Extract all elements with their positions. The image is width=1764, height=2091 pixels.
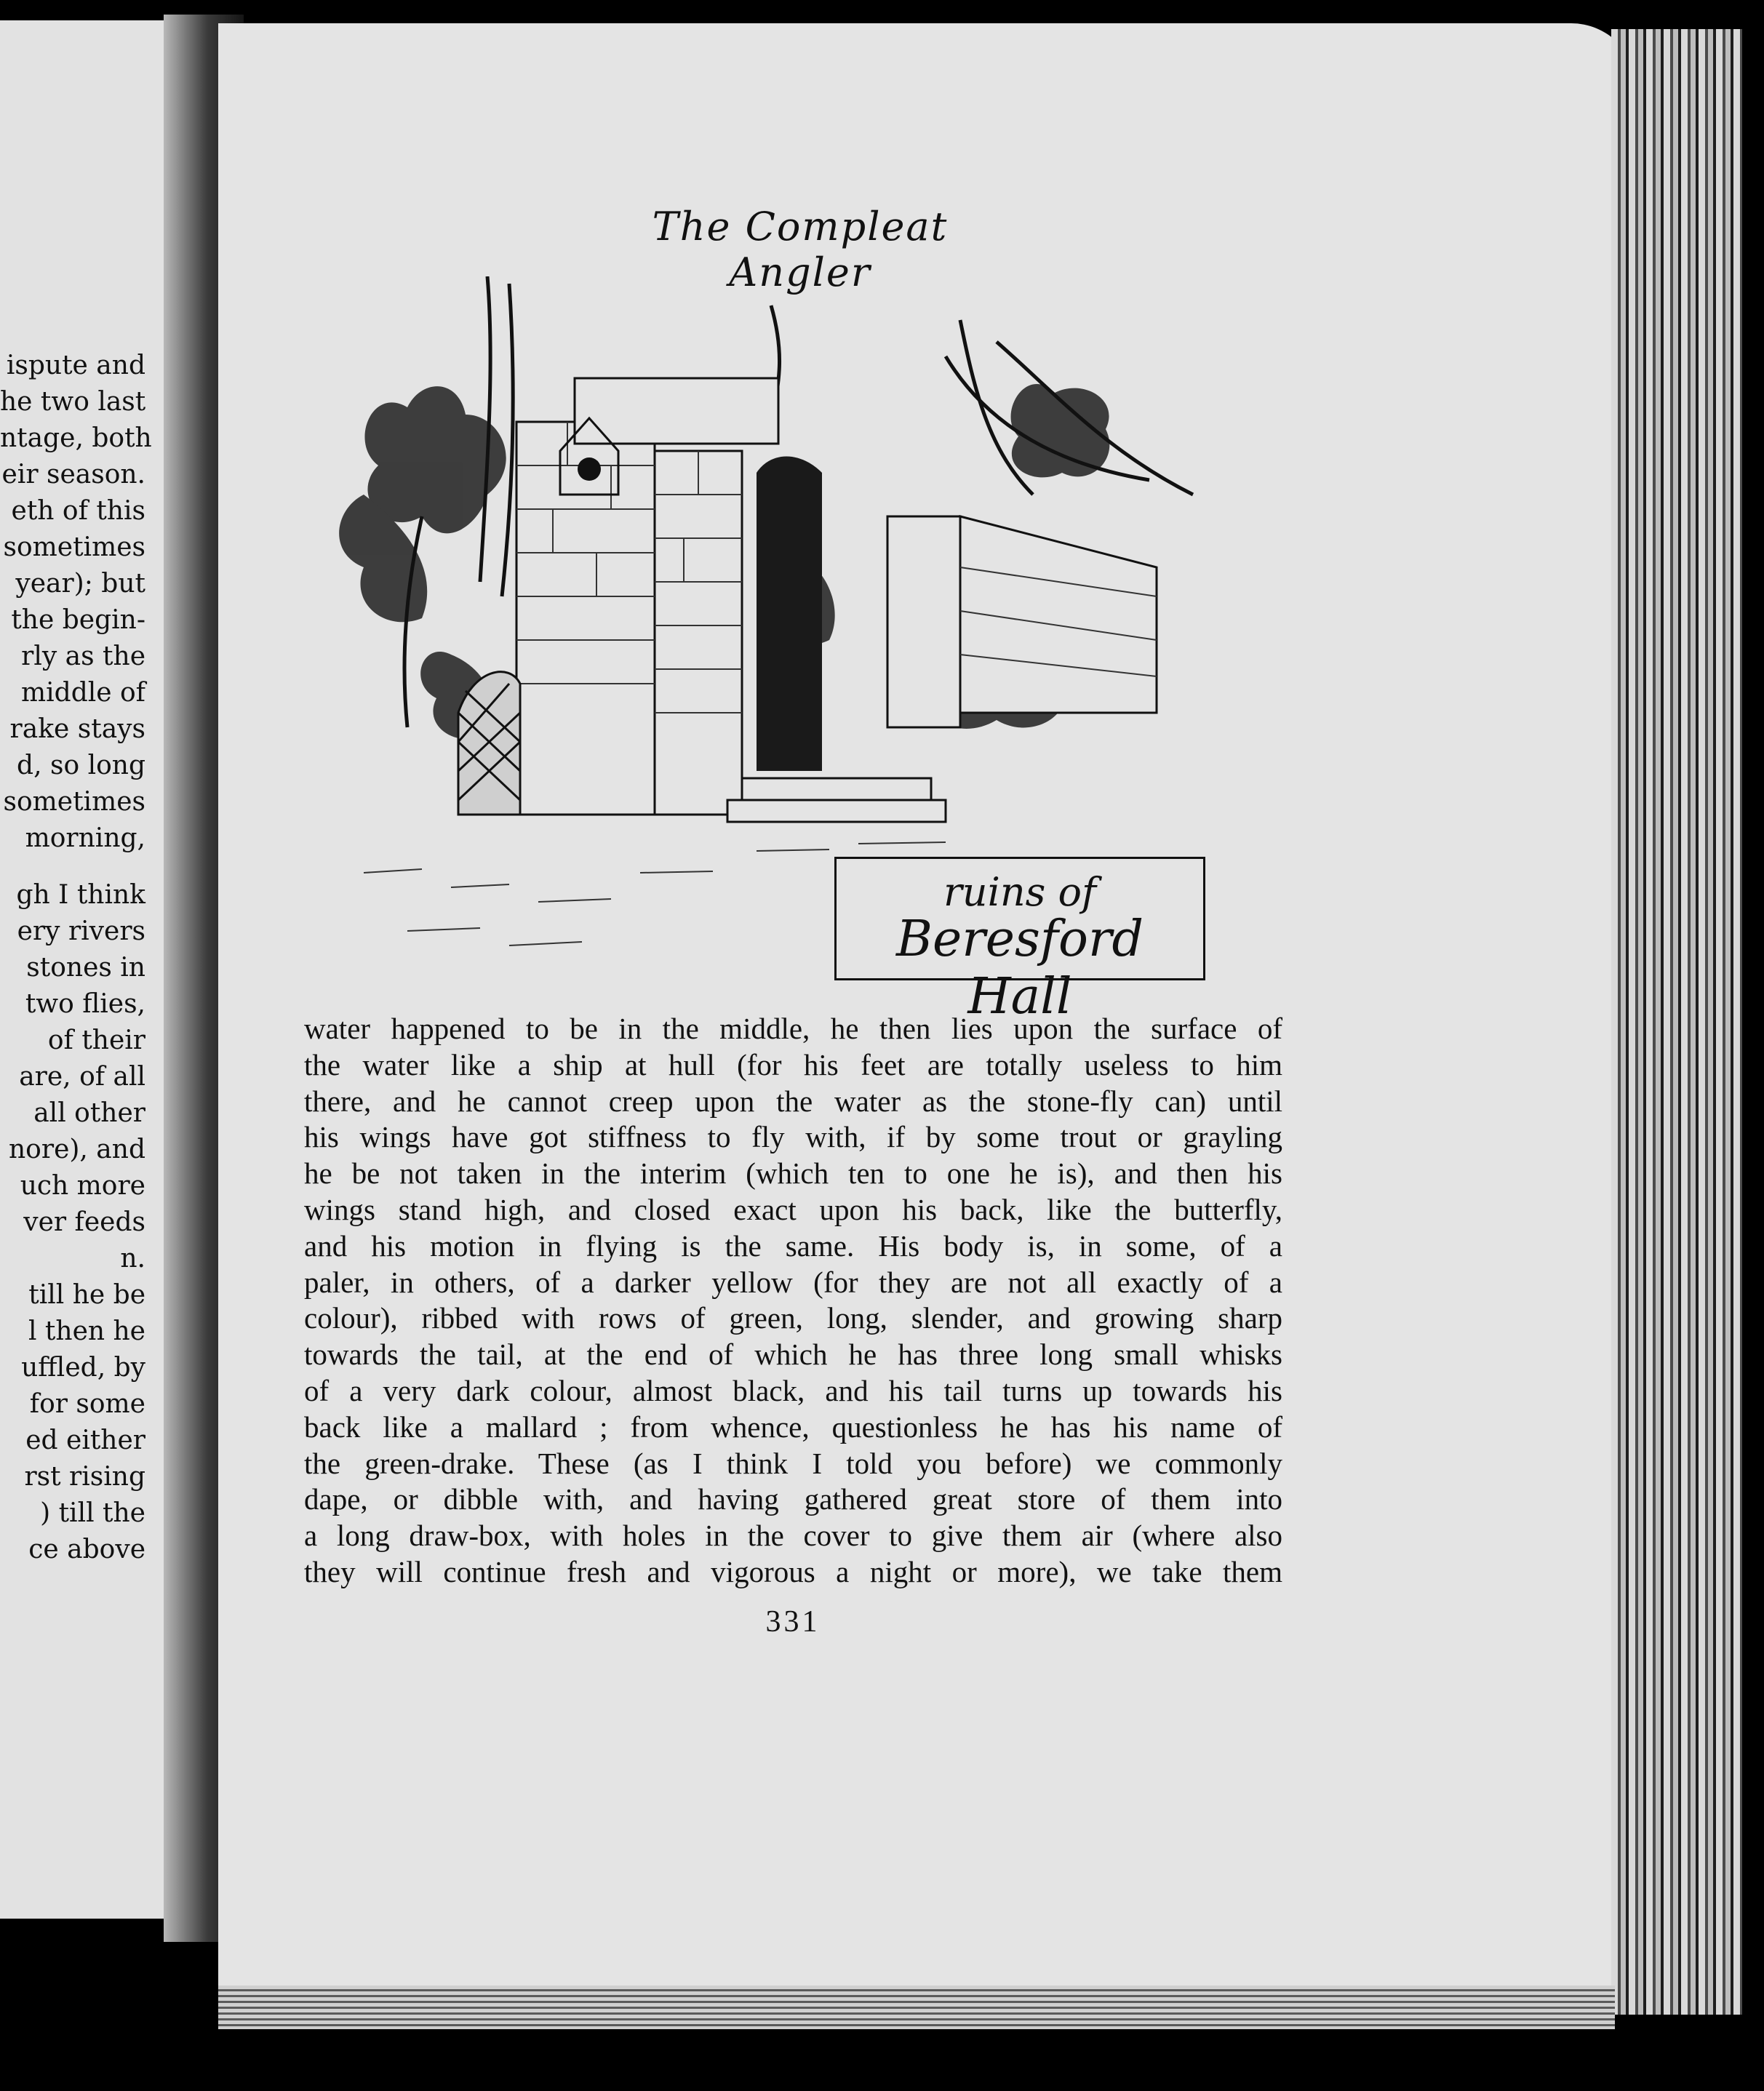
left-line: two flies, — [25, 989, 145, 1019]
left-line: ery rivers — [17, 916, 145, 946]
left-line: stones in — [26, 953, 145, 983]
left-line: sometimes — [3, 532, 145, 562]
lattice-window — [458, 672, 520, 815]
left-line: ispute and — [6, 351, 145, 380]
body-line: the water like a ship at hull (for his feet are totally useless to him — [304, 1047, 1282, 1082]
body-line: back like a mallard ; from whence, questionless he has his name of — [304, 1410, 1282, 1444]
steps — [727, 778, 946, 822]
left-line: rly as the — [21, 641, 145, 671]
left-line: ver feeds — [23, 1207, 145, 1237]
left-line: all other — [33, 1098, 145, 1128]
left-line: middle of — [21, 678, 145, 708]
left-line: ) till the — [40, 1498, 145, 1528]
illustration-caption — [834, 857, 1205, 1025]
body-line: and his motion in flying is the same. His body is, in some, of a — [304, 1228, 1282, 1263]
left-line: l then he — [28, 1316, 145, 1346]
body-line: colour), ribbed with rows of green, long, slender, and growing sharp — [304, 1301, 1282, 1335]
running-head: The Compleat Angler — [652, 204, 949, 295]
body-line: they will continue fresh and vigorous a night or more), we take them — [304, 1554, 1282, 1588]
left-line: of their — [47, 1025, 145, 1055]
left-line: year); but — [15, 569, 145, 599]
page-number: 331 — [765, 1605, 821, 1639]
body-line: he be not taken in the interim (which ten to one he is), and then his — [304, 1156, 1282, 1191]
left-line: rst rising — [24, 1462, 145, 1492]
body-line: there, and he cannot creep upon the water as the stone-fly can) until — [304, 1084, 1282, 1118]
left-line: rake stays — [9, 714, 145, 744]
left-line: d, so long — [17, 751, 145, 780]
left-line: the begin- — [11, 605, 145, 635]
left-line: are, of all — [19, 1062, 145, 1092]
body-line: the green-drake. These (as I think I told you before) we commonly — [304, 1446, 1282, 1480]
left-line: ed either — [25, 1426, 145, 1455]
body-line: dape, or dibble with, and having gathered great store of them into — [304, 1482, 1282, 1516]
body-line: paler, in others, of a darker yellow (for they are not all exactly of a — [304, 1265, 1282, 1299]
left-line: for some — [29, 1389, 145, 1419]
page-fore-edge — [1611, 29, 1742, 2015]
niche-opening — [578, 457, 601, 481]
body-line: towards the tail, at the end of which he has three long small whisks — [304, 1338, 1282, 1372]
body-line: a long draw-box, with holes in the cover to give them air (where also — [304, 1519, 1282, 1553]
left-line: ce above — [28, 1535, 145, 1564]
left-line: till he be — [28, 1280, 145, 1310]
left-line: gh I think — [16, 880, 145, 910]
left-page-text — [0, 348, 152, 1568]
left-line: he two last — [0, 387, 146, 417]
body-line: water happened to be in the middle, he then lies upon the surface of — [304, 1012, 1282, 1045]
left-line: eth of this — [11, 496, 145, 526]
body-text — [304, 1011, 1282, 1591]
left-line: uch more — [20, 1171, 145, 1201]
caption-line-1: ruins of — [943, 869, 1096, 915]
body-line: wings stand high, and closed exact upon his back, like the butterfly, — [304, 1192, 1282, 1226]
body-line: of a very dark colour, almost black, and his tail turns up towards his — [304, 1373, 1282, 1407]
page-bottom-edge — [218, 1986, 1615, 2029]
left-line: ntage, both — [0, 423, 152, 453]
left-line: sometimes — [3, 787, 145, 817]
left-line: uffled, by — [21, 1353, 145, 1383]
body-line: his wings have got stiffness to fly with, if by some trout or grayling — [304, 1120, 1282, 1154]
caption-line-2: Beresford Hall — [896, 911, 1144, 1025]
left-line: nore), and — [9, 1135, 145, 1164]
left-line: eir season. — [1, 460, 145, 489]
left-line: n. — [120, 1244, 145, 1274]
left-line: morning, — [25, 823, 145, 853]
doorway — [757, 457, 822, 772]
